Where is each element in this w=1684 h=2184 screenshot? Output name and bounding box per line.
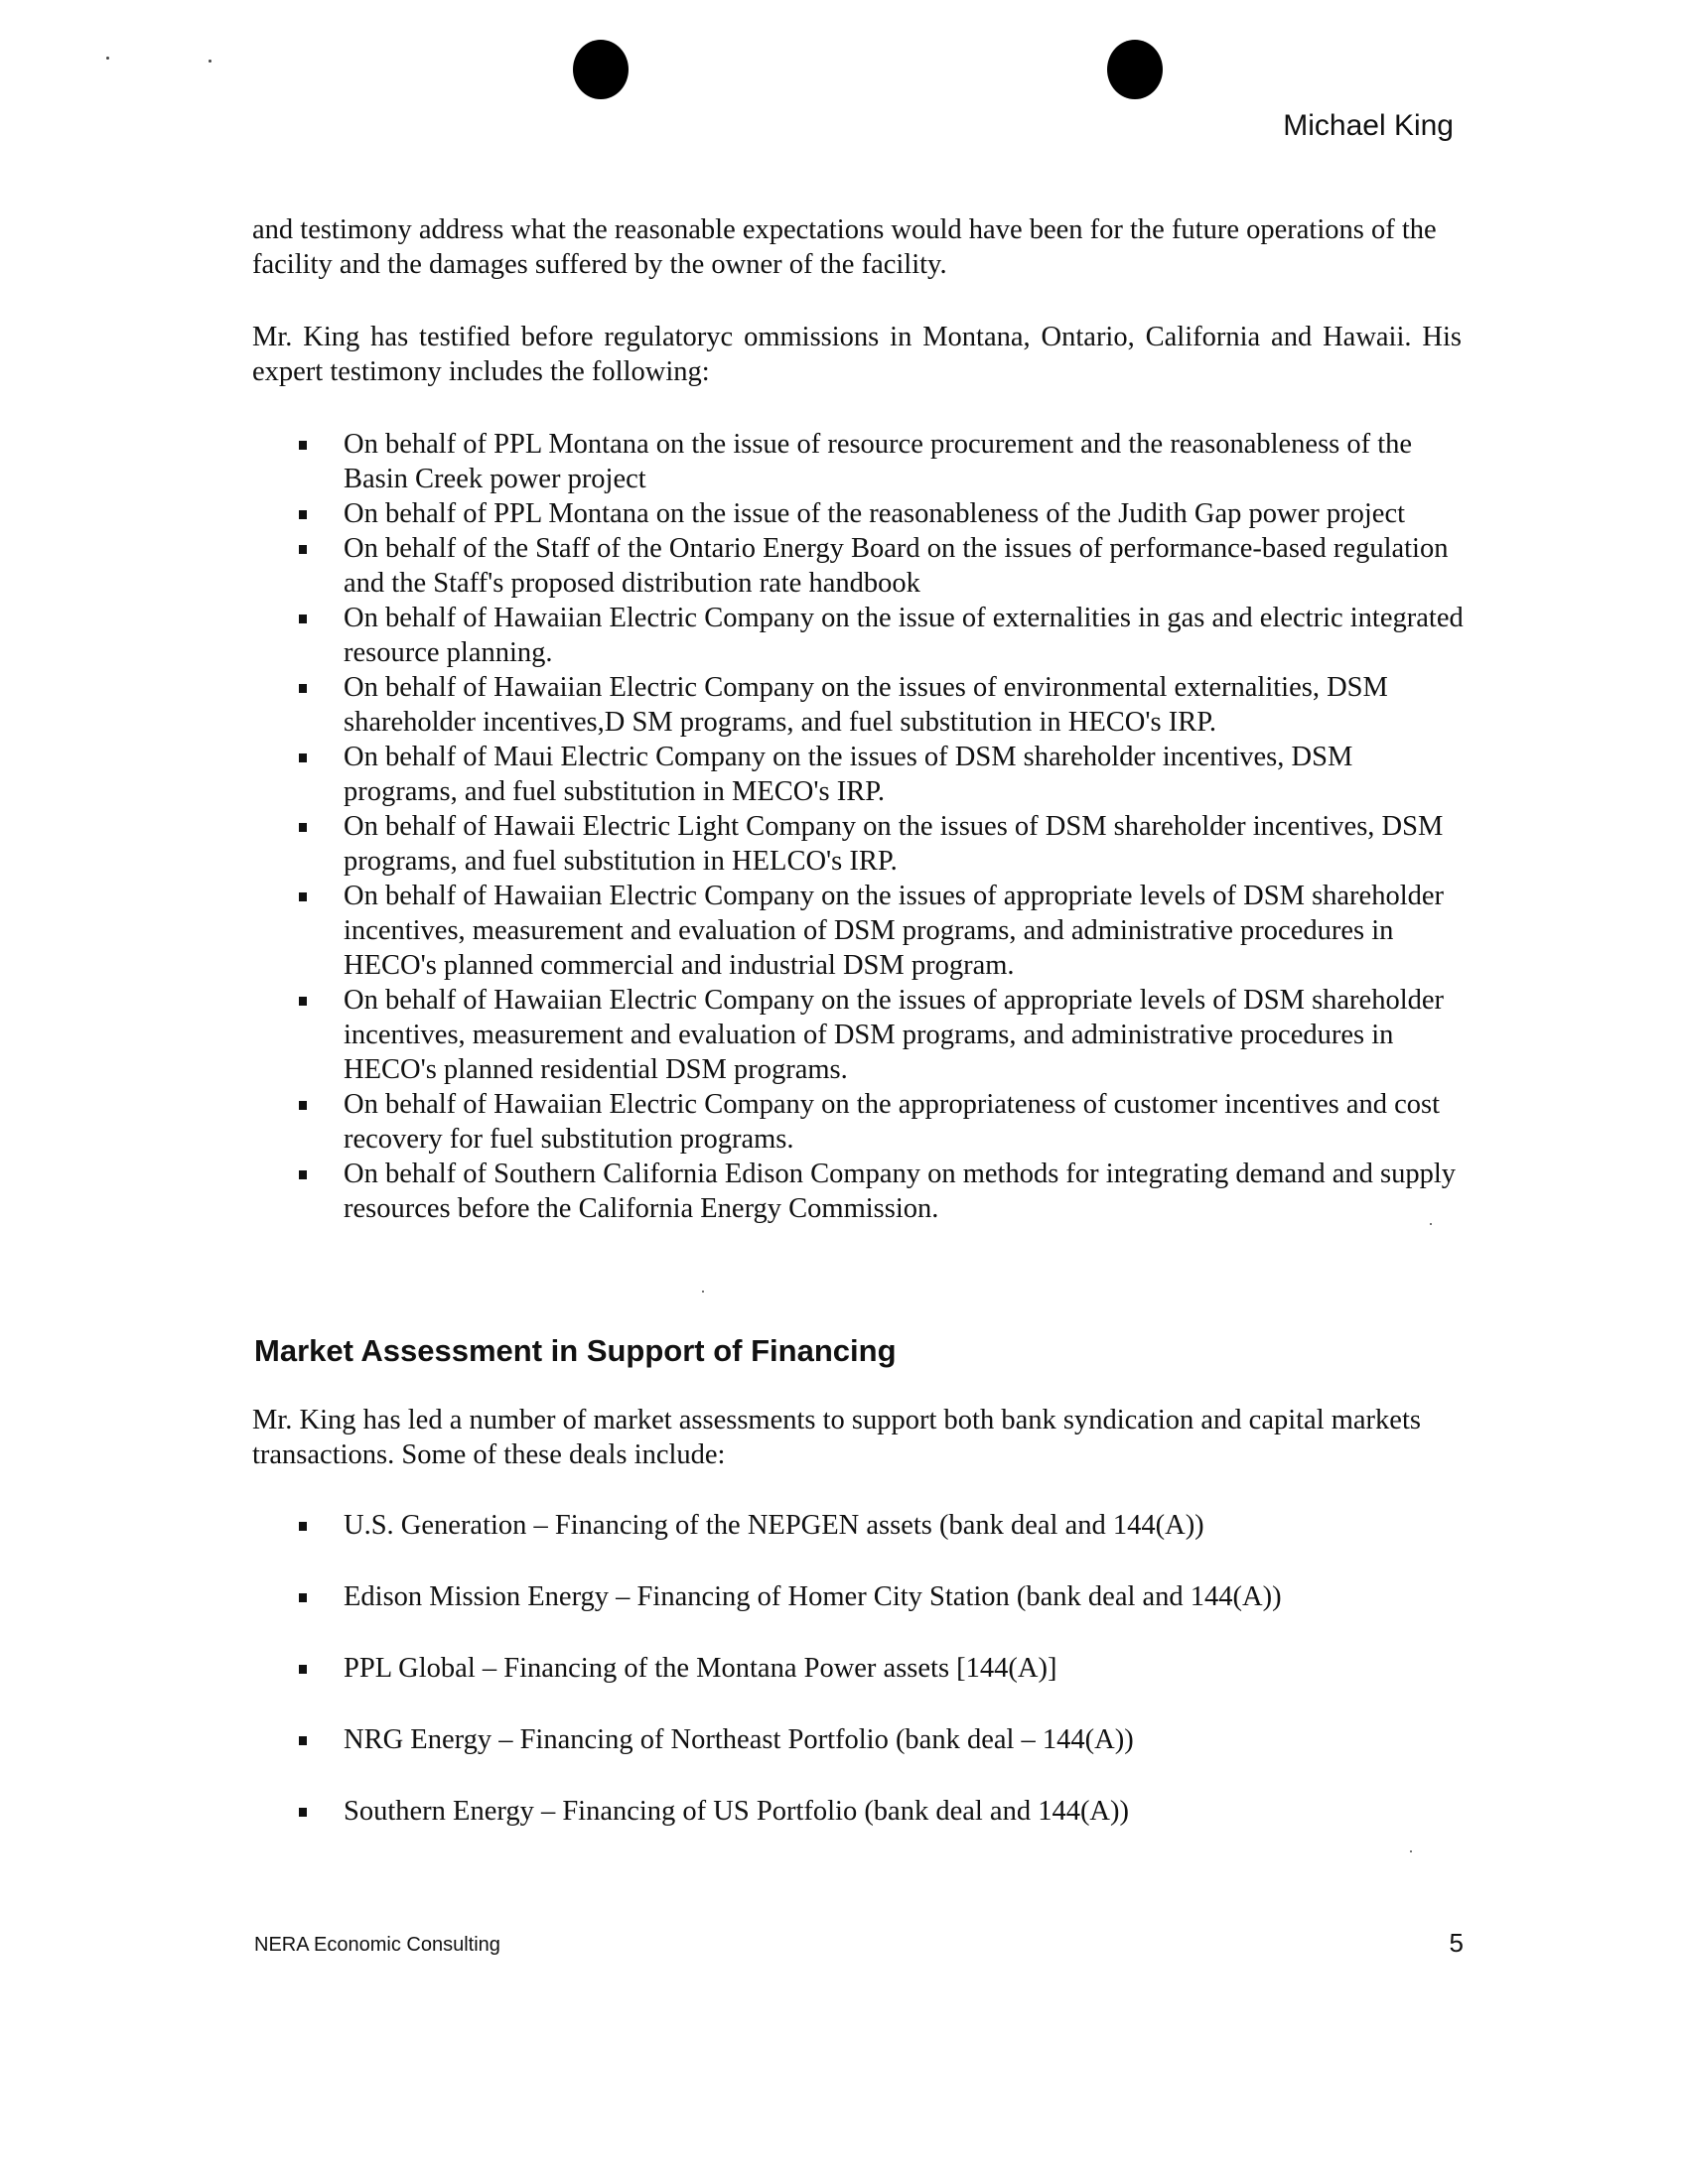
list-item: PPL Global – Financing of the Montana Power assets [144(A)] (252, 1651, 1464, 1686)
deals-list (252, 1508, 1464, 1865)
bullet-icon (299, 510, 307, 519)
scan-speck (106, 57, 109, 60)
list-item: On behalf of the Staff of the Ontario Energy Board on the issues of performance-based regulation and the Staff's proposed distribution rate handbook (252, 531, 1464, 601)
list-item: On behalf of Hawaiian Electric Company on the issues of appropriate levels of DSM shareholder incentives, measurement and evaluation of DSM programs, and administrative procedures in HECO's planned commercial and industrial DSM program. (252, 879, 1464, 983)
testimony-intro-paragraph: Mr. King has testified before regulatoryc ommissions in Montana, Ontario, California and Hawaii. His expert testimony includes the following: (252, 322, 1462, 387)
list-item: On behalf of PPL Montana on the issue of the reasonableness of the Judith Gap power project (252, 496, 1464, 531)
bullet-icon (299, 1593, 307, 1602)
bullet-icon (299, 1665, 307, 1674)
list-item: On behalf of Maui Electric Company on the issues of DSM shareholder incentives, DSM programs, and fuel substitution in MECO's IRP. (252, 740, 1464, 809)
list-item: On behalf of Southern California Edison Company on methods for integrating demand and supply resources before the California Energy Commission. (252, 1157, 1464, 1226)
punch-hole-left (573, 40, 629, 99)
section-heading: Market Assessment in Support of Financing (254, 1333, 897, 1368)
list-item: On behalf of PPL Montana on the issue of resource procurement and the reasonableness of the Basin Creek power project (252, 427, 1464, 496)
list-item: Edison Mission Energy – Financing of Homer City Station (bank deal and 144(A)) (252, 1579, 1464, 1614)
bullet-icon (299, 1170, 307, 1179)
bullet-icon (299, 1101, 307, 1110)
testimony-list (252, 427, 1464, 1226)
bullet-icon (299, 684, 307, 693)
market-intro-paragraph: Mr. King has led a number of market assessments to support both bank syndication and capital markets transactions. Some of these deals include: (252, 1405, 1421, 1470)
intro-continued-paragraph: and testimony address what the reasonable expectations would have been for the future operations of the facility and the damages suffered by the owner of the facility. (252, 214, 1437, 280)
punch-hole-right (1107, 40, 1163, 99)
scan-speck (702, 1291, 704, 1293)
bullet-icon (299, 823, 307, 832)
bullet-icon (299, 1736, 307, 1745)
bullet-icon (299, 1808, 307, 1817)
page-number: 5 (1449, 1928, 1464, 1958)
footer-company-name: NERA Economic Consulting (254, 1934, 500, 1956)
bullet-icon (299, 753, 307, 762)
list-item: Southern Energy – Financing of US Portfolio (bank deal and 144(A)) (252, 1794, 1464, 1829)
bullet-icon (299, 892, 307, 901)
scan-speck (209, 60, 211, 63)
bullet-icon (299, 614, 307, 623)
bullet-icon (299, 441, 307, 450)
list-item: U.S. Generation – Financing of the NEPGEN assets (bank deal and 144(A)) (252, 1508, 1464, 1543)
list-item: On behalf of Hawaiian Electric Company on the issue of externalities in gas and electric integrated resource planning. (252, 601, 1464, 670)
list-item: On behalf of Hawaiian Electric Company on the appropriateness of customer incentives and cost recovery for fuel substitution programs. (252, 1087, 1464, 1157)
bullet-icon (299, 545, 307, 554)
header-author-name: Michael King (1283, 109, 1454, 142)
bullet-icon (299, 1522, 307, 1531)
list-item: On behalf of Hawaiian Electric Company on the issues of environmental externalities, DSM shareholder incentives,D SM programs, and fuel substitution in HECO's IRP. (252, 670, 1464, 740)
bullet-icon (299, 997, 307, 1006)
list-item: On behalf of Hawaii Electric Light Company on the issues of DSM shareholder incentives, DSM programs, and fuel substitution in HELCO's IRP. (252, 809, 1464, 879)
list-item: On behalf of Hawaiian Electric Company on the issues of appropriate levels of DSM shareholder incentives, measurement and evaluation of DSM programs, and administrative procedures in HECO's planned residential DSM programs. (252, 983, 1464, 1087)
list-item: NRG Energy – Financing of Northeast Portfolio (bank deal – 144(A)) (252, 1722, 1464, 1757)
